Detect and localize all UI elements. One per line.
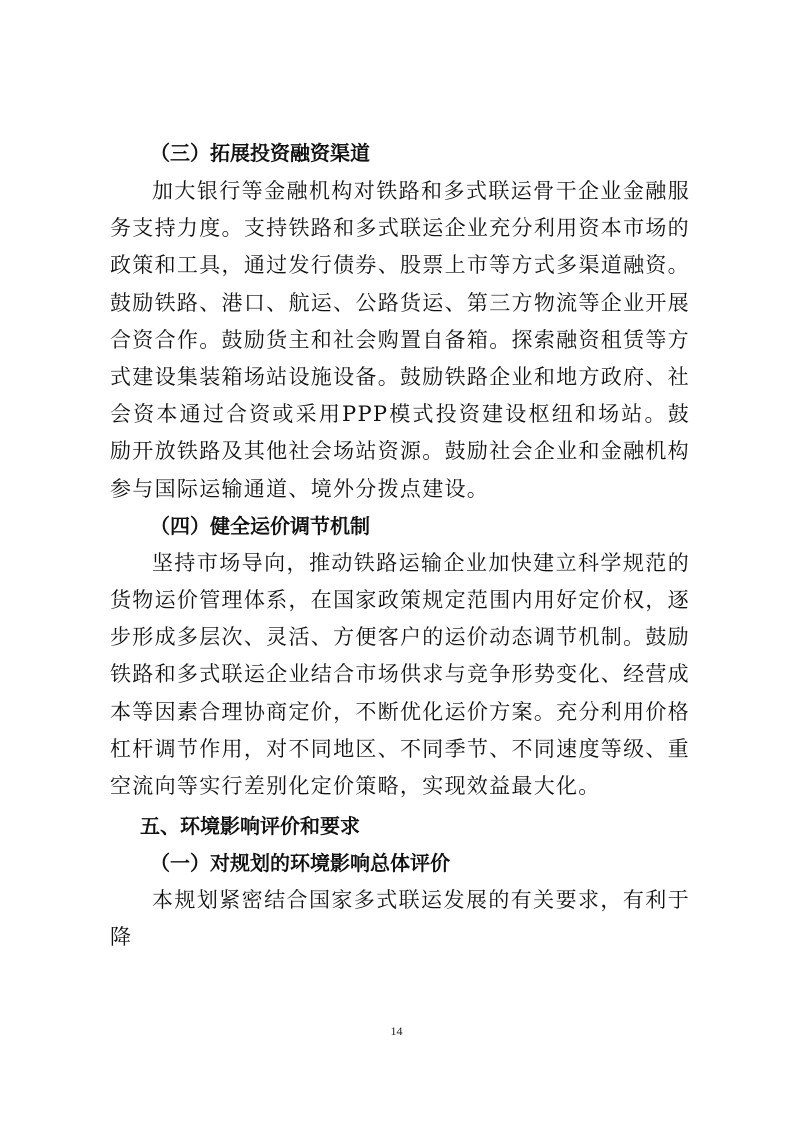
document-page — [110, 135, 690, 957]
paragraph-invest: 加大银行等金融机构对铁路和多式联运骨干企业金融服务支持力度。支持铁路和多式联运企业充分利用资本市场的政策和工具，通过发行债券、股票上市等方式多渠道融资。鼓励铁路、港口、航运、公路货运、第三方物流等企业开展合资合作。鼓励货主和社会购置自备箱。探索融资租赁等方式建设集装箱场站设施设备。鼓励铁路企业和地方政府、社会资本通过合资或采用PPP模式投资建设枢纽和场站。鼓励开放铁路及其他社会场站资源。鼓励社会企业和金融机构参与国际运输通道、境外分拨点建设。 — [110, 179, 690, 501]
chapter-heading-environment: 五、环境影响评价和要求 — [140, 814, 360, 839]
section-heading-pricing: （四）健全运价调节机制 — [150, 513, 370, 538]
paragraph-environment: 本规划紧密结合国家多式联运发展的有关要求，有利于降 — [110, 888, 690, 950]
section-heading-environment-overall: （一）对规划的环境影响总体评价 — [150, 851, 450, 876]
section-heading-invest: （三）拓展投资融资渠道 — [150, 141, 370, 165]
page-number: 14 — [390, 1024, 403, 1038]
paragraph-pricing: 坚持市场导向，推动铁路运输企业加快建立科学规范的货物运价管理体系，在国家政策规定范围内用好定价权，逐步形成多层次、灵活、方便客户的运价动态调节机制。鼓励铁路和多式联运企业结合市场供求与竞争形势变化、经营成本等因素合理协商定价，不断优化运价方案。充分利用价格杠杆调节作用，对不同地区、不同季节、不同速度等级、重空流向等实行差别化定价策略，实现效益最大化。 — [110, 550, 690, 799]
